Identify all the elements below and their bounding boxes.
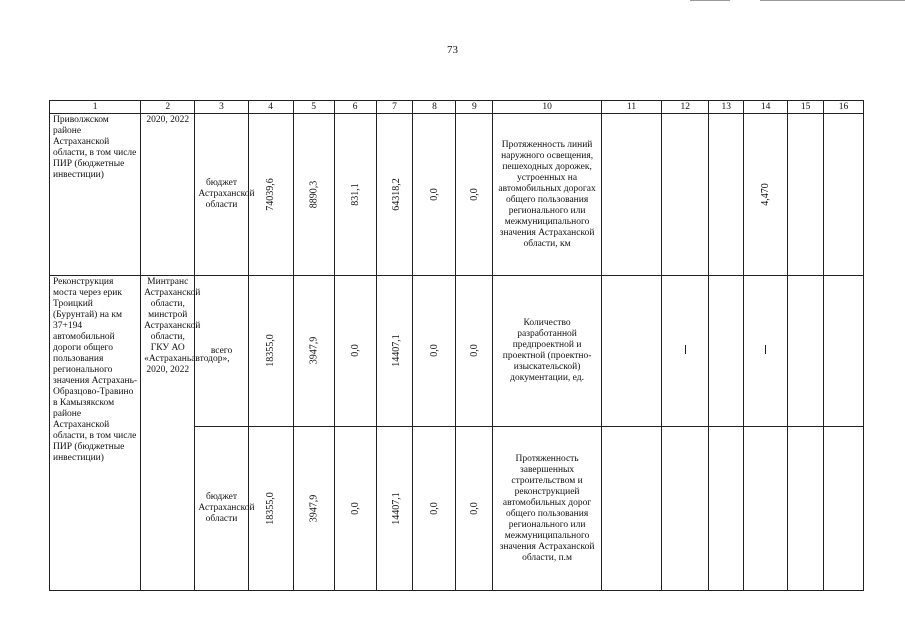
- value-cell: [376, 114, 413, 276]
- value-text: 64318,2: [390, 177, 402, 211]
- empty-cell: [744, 427, 788, 591]
- empty-cell: [824, 427, 864, 591]
- empty-cell: [662, 427, 709, 591]
- column-header: 10: [493, 101, 602, 114]
- value-cell: [248, 276, 293, 427]
- value-cell: [248, 427, 293, 591]
- value-cell: [376, 427, 413, 591]
- funding-source-cell: бюджет Астраханской области: [195, 114, 248, 276]
- column-header: 15: [788, 101, 824, 114]
- empty-cell: [824, 114, 864, 276]
- value-text: 0,0: [468, 187, 480, 201]
- data-table: [49, 100, 864, 591]
- empty-cell: [709, 276, 744, 427]
- value-cell: [334, 114, 376, 276]
- dash-cell: [744, 276, 788, 427]
- column-header: 1: [50, 101, 141, 114]
- indicator-cell: Протяженность линий наружного освещения, пешеходных дорожек, устроенных на автомобильных дорогах общего пользования регионального или межмуниципального значения Астраханской области, км: [493, 114, 602, 276]
- value-cell: [456, 114, 493, 276]
- responsible-cell: Минтранс Астраханской области, минстрой Астраханской области, ГКУ АО «Астраханьавтодор», 2020, 2022: [141, 276, 195, 591]
- column-header: 11: [601, 101, 661, 114]
- table-row: [50, 114, 864, 276]
- empty-cell: [788, 114, 824, 276]
- value-text: 831,1: [349, 182, 361, 206]
- indicator-cell: Протяженность завершенных строительством и реконструкцией автомобильных дорог общего пользования регионального или межмуниципального значения Астраханской области, п.м: [493, 427, 602, 591]
- dash-cell: [662, 276, 709, 427]
- value-text: 14407,1: [390, 491, 402, 525]
- page-number: 73: [447, 44, 458, 56]
- value-text: 0,0: [428, 187, 440, 201]
- column-header: 14: [744, 101, 788, 114]
- funding-source-cell: бюджет Астраханской области: [195, 427, 248, 591]
- value-text: 0,0: [428, 501, 440, 515]
- value-text: 0,0: [468, 501, 480, 515]
- indicator-cell: Количество разработанной предпроектной и проектной (проектно-изыскательской) документации, ед.: [493, 276, 602, 427]
- empty-cell: [601, 427, 661, 591]
- value-cell: [293, 276, 334, 427]
- value-cell: [413, 276, 456, 427]
- value-text: 0,0: [428, 344, 440, 357]
- value-text: 74039,6: [265, 177, 277, 211]
- value-cell: [376, 276, 413, 427]
- empty-cell: [788, 276, 824, 427]
- column-header: 8: [413, 101, 456, 114]
- value-text: 14407,1: [390, 334, 402, 367]
- column-header: 5: [293, 101, 334, 114]
- column-header: 12: [662, 101, 709, 114]
- table-row: [50, 276, 864, 427]
- value-cell: [248, 114, 293, 276]
- empty-cell: [824, 276, 864, 427]
- column-header: 3: [195, 101, 248, 114]
- column-header: 7: [376, 101, 413, 114]
- value-cell: [413, 427, 456, 591]
- empty-cell: [709, 427, 744, 591]
- empty-cell: [709, 114, 744, 276]
- value-text: 0,0: [349, 501, 361, 515]
- value-text: 4,470: [760, 182, 772, 206]
- value-cell: [744, 114, 788, 276]
- funding-source-cell: всего: [195, 276, 248, 427]
- object-name-cell: Реконструкция моста через ерик Троицкий (Бурунтай) на км 37+194 автомобильной дороги общего пользования регионального значения Астрахань-Образцово-Травино в Камызякском районе Астраханской области, в том числе ПИР (бюджетные инвестиции): [50, 276, 141, 591]
- value-text: 3947,9: [308, 494, 320, 522]
- empty-cell: [601, 114, 661, 276]
- value-text: 18355,0: [265, 334, 277, 367]
- column-header: 4: [248, 101, 293, 114]
- scan-edge-line: [690, 0, 730, 1]
- value-cell: [456, 427, 493, 591]
- scan-edge-line: [760, 0, 905, 1]
- value-text: 0,0: [349, 344, 361, 357]
- period-cell: 2020, 2022: [141, 114, 195, 276]
- column-header: 6: [334, 101, 376, 114]
- empty-cell: [662, 114, 709, 276]
- value-cell: [413, 114, 456, 276]
- column-header: 13: [709, 101, 744, 114]
- value-text: 0,0: [468, 344, 480, 357]
- value-cell: [293, 114, 334, 276]
- value-cell: [334, 427, 376, 591]
- column-header: 2: [141, 101, 195, 114]
- dash-mark: [765, 345, 766, 354]
- value-cell: [334, 276, 376, 427]
- empty-cell: [788, 427, 824, 591]
- value-text: 8890,3: [308, 180, 320, 208]
- column-header: 9: [456, 101, 493, 114]
- value-text: 18355,0: [265, 491, 277, 525]
- header-row: [50, 101, 864, 114]
- column-header: 16: [824, 101, 864, 114]
- value-cell: [456, 276, 493, 427]
- value-cell: [293, 427, 334, 591]
- object-name-cell: Приволжском районе Астраханской области, в том числе ПИР (бюджетные инвестиции): [50, 114, 141, 276]
- dash-mark: [685, 345, 686, 354]
- value-text: 3947,9: [308, 336, 320, 365]
- empty-cell: [601, 276, 661, 427]
